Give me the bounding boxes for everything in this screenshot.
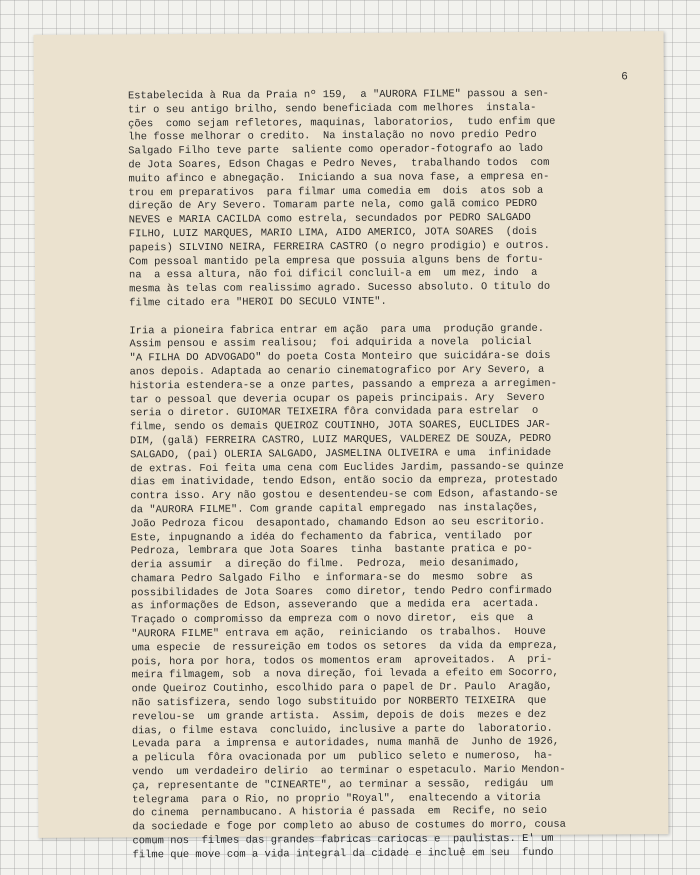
text-line: de Jota Soares, Edson Chagas e Pedro Neves, trabalhando todos com	[128, 156, 550, 172]
text-line: ça, representante de "CINEARTE", ao terminar a sessão, redigáu um	[132, 777, 554, 793]
text-line: comum nos filmes das grandes fabricas cariocas e paulistas. E' um	[132, 832, 554, 848]
text-line: anos depois. Adaptada ao cenario cinematografico por Ary Severo, a	[129, 363, 545, 379]
text-line: Este, inpugnando a idéa do fechamento da fabrica, ventilado por	[130, 529, 533, 544]
page-body	[128, 87, 653, 863]
typewritten-page	[34, 31, 669, 862]
text-line: da sociedade e foge por completo ao abuso de costumes do morro, cousa	[132, 818, 566, 834]
page-number: 6	[621, 71, 628, 84]
text-line: filme, sendo os demais QUEIROZ COUTINHO, JOTA SOARES, EUCLIDES JAR-	[129, 418, 551, 434]
text-line: Traçado o compromisso da empreza com o novo diretor, eis que a	[131, 612, 534, 627]
text-line: lhe fosse melhorar o credito. Na instalação no novo predio Pedro	[128, 129, 537, 144]
text-line: chamara Pedro Salgado Filho e informara-se do mesmo sobre as	[130, 570, 534, 586]
text-line: da "AURORA FILME". Com grande capital empregado nas instalações,	[130, 501, 539, 517]
text-line: SALGADO, (pai) OLERIA SALGADO, JASMELINA OLIVEIRA e uma infinidade	[130, 446, 552, 462]
text-line: telegrama para o Rio, no proprio "Royal", enaltecendo a vitoria	[132, 791, 541, 806]
text-line: vendo um verdadeiro delirio ao terminar o espetaculo. Mario Mendon-	[132, 763, 566, 779]
text-line: FILHO, LUIZ MARQUES, MARIO LIMA, AIDO AMERICO, JOTA SOARES (dois	[128, 225, 538, 241]
text-line: revelou-se um grande artista. Assim, depois de dois mezes e dez	[131, 708, 547, 724]
text-line: de extras. Foi feita uma cena com Euclides Jardim, passando-se quinze	[130, 460, 564, 475]
text-line: Levada para a imprensa e autoridades, numa manhã de Junho de 1926,	[131, 736, 560, 751]
text-line: possibilidades de Jota Soares como diretor, tendo Pedro confirmado	[130, 584, 552, 600]
text-line: não satisfizera, sendo logo substituido por NORBERTO TEIXEIRA que	[131, 694, 547, 710]
text-line: mesma às telas com realissimo agrado. Sucesso absoluto. O titulo do	[129, 280, 551, 296]
text-line: filme citado era "HEROI DO SECULO VINTE".	[129, 295, 387, 310]
text-line: seria o diretor. GUIOMAR TEIXEIRA fôra convidada para estrelar o	[129, 405, 539, 420]
text-line: dias, o filme estava concluido, inclusive a parte do laboratorio.	[131, 722, 553, 738]
text-line: onde Queiroz Coutinho, escolhido para o papel de Dr. Paulo Aragão,	[131, 681, 553, 696]
text-line: contra isso. Ary não gostou e desentendeu-se com Edson, afastando-se	[130, 487, 558, 503]
text-line: pois, hora por hora, todos os momentos eram aproveitados. A pri-	[131, 653, 553, 669]
text-line: na a essa altura, não foi dificil concluil-a em um mez, indo a	[128, 267, 538, 282]
text-line: historia estendera-se a onze partes, passando a empreza a arregimen-	[129, 377, 558, 393]
paragraph-pioneira-fabrica	[129, 322, 652, 863]
text-line: direção de Ary Severo. Tomaram parte nela, como galã comico PEDRO	[128, 198, 538, 213]
text-line: meira filmagem, sob a nova direção, foi levada a efeito em Socorro,	[131, 667, 559, 682]
text-line: tar o pessoal que deveria ocupar os papeis principais. Ary Severo	[129, 391, 545, 406]
text-line: NEVES e MARIA CACILDA como estrela, secundados por PEDRO SALGADO	[128, 212, 531, 227]
text-line: do cinema pernambucano. A historia é passada em Recife, no seio	[132, 805, 548, 820]
text-line: filme que move com a vida integral da cidade e incluê em seu fundo	[132, 846, 554, 862]
text-line: Com pessoal mantido pela empresa que possuia alguns bens de fortu-	[128, 253, 544, 268]
text-line: dias em inatividade, tendo Edson, então socio da empreza, protestado	[130, 474, 558, 489]
text-line: tir o seu antigo brilho, sendo beneficiada com melhores instala-	[127, 101, 537, 117]
text-line: João Pedroza ficou desapontado, chamando Edson ao seu escritorio.	[130, 515, 546, 531]
text-line: DIM, (galã) FERREIRA CASTRO, LUIZ MARQUES, VALDEREZ DE SOUZA, PEDRO	[130, 432, 552, 448]
text-line: "A FILHA DO ADVOGADO" do poeta Costa Monteiro que suicidára-se dois	[129, 349, 551, 365]
text-line: trou em preparativos para filmar uma comedia em dois atos sob a	[128, 184, 544, 199]
text-line: deria assumir a direção do filme. Pedroza, meio desanimado,	[130, 557, 521, 572]
text-line: ções como sejam refletores, maquinas, laboratorios, tudo enfim que	[128, 115, 556, 130]
text-line: as informações de Edson, asseverando que a medida era acertada.	[131, 598, 540, 613]
text-line: uma especie de ressureição em todos os setores da vida da empreza,	[131, 639, 559, 655]
text-line: Assim pensou e assim realisou; foi adquirida a novela policial	[129, 336, 532, 351]
text-line: Pedroza, lembrara que Jota Soares tinha bastante pratica e po-	[130, 543, 533, 558]
text-line: a pelicula fôra ovacionada por um publico seleto e numeroso, ha-	[131, 750, 554, 765]
text-line: Iria a pioneira fabrica entrar em ação para uma produção grande.	[129, 322, 545, 337]
text-line: muito afinco e abnegação. Iniciando a sua nova fase, a empresa en-	[128, 170, 550, 186]
text-line: "AURORA FILME" entrava em ação, reiniciando os trabalhos. Houve	[131, 625, 546, 641]
text-line: papeis) SILVINO NEIRA, FERREIRA CASTRO (o negro prodigio) e outros.	[128, 239, 550, 255]
text-line: Estabelecida à Rua da Praia nº 159, a "AURORA FILME" passou a sen-	[127, 87, 549, 103]
text-line: Salgado Filho teve parte saliente como operador-fotografo ao lado	[128, 143, 544, 158]
paragraph-estabelecida	[128, 87, 649, 311]
